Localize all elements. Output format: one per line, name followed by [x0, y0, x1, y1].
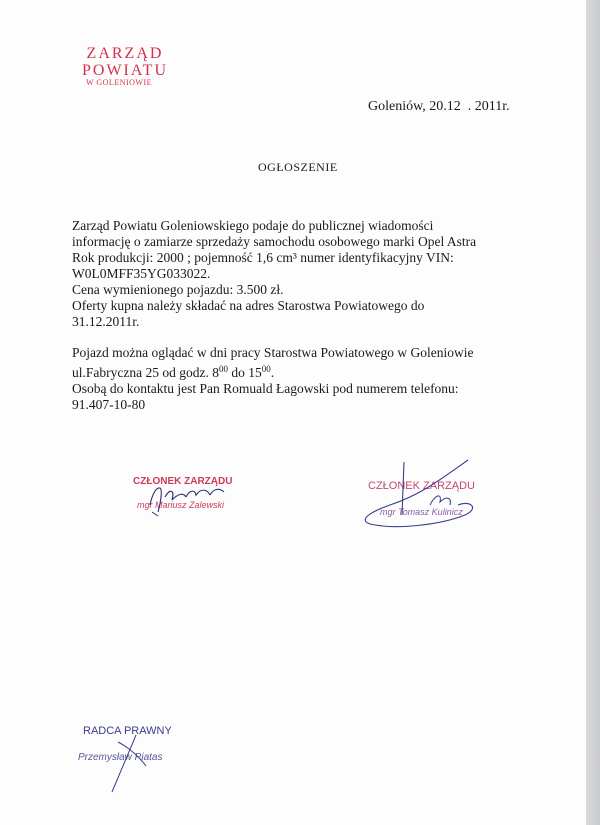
announcement-paragraph-1	[72, 218, 522, 330]
hours-text-pre: ul.Fabryczna 25 od godz. 8	[72, 365, 219, 380]
paragraph-2-line: Osobą do kontaktu jest Pan Romuald Łagowski pod numerem telefonu:	[72, 381, 459, 396]
stamp-line-2: POWIATU	[82, 62, 168, 79]
paragraph-1-line: informację o zamiarze sprzedaży samochodu osobowego marki Opel Astra	[72, 234, 477, 249]
legal-signature-line	[112, 735, 146, 792]
paragraph-1-line: 31.12.2011r.	[72, 314, 140, 329]
paragraph-1-line: Cena wymienionego pojazdu: 3.500 zł.	[72, 282, 284, 297]
document-title: OGŁOSZENIE	[258, 160, 338, 174]
hours-text-mid: do 15	[227, 365, 262, 380]
hours-text-post: .	[270, 365, 275, 380]
paragraph-1-line: Oferty kupna należy składać na adres Starostwa Powiatowego do	[72, 298, 425, 313]
right-signature-name: mgr Tomasz Kulinicz	[380, 507, 463, 517]
hours-superscript-close: 00	[261, 364, 271, 374]
paragraph-1-line: W0L0MFF35YG033022.	[72, 266, 211, 281]
announcement-paragraph-2	[72, 345, 522, 413]
document-date: Goleniów, 20.12 . 2011r.	[368, 99, 510, 114]
stamp-line-3: W GOLENIOWIE	[85, 78, 153, 87]
paragraph-2-line: 91.407-10-80	[72, 397, 146, 412]
right-signature-hook	[430, 496, 450, 505]
paragraph-2-line	[72, 361, 522, 381]
legal-counsel-name: Przemysław Piatas	[78, 752, 163, 763]
left-signature-title: CZŁONEK ZARZĄDU	[133, 476, 233, 487]
scan-edge	[586, 0, 600, 825]
stamp-line-1: ZARZĄD	[86, 45, 164, 62]
hours-superscript-open: 00	[218, 364, 228, 374]
legal-counsel-title: RADCA PRAWNY	[83, 725, 172, 737]
paragraph-1-line: Rok produkcji: 2000 ; pojemność 1,6 cm³ numer identyfikacyjny VIN:	[72, 250, 454, 265]
paragraph-1-line: Zarząd Powiatu Goleniowskiego podaje do publicznej wiadomości	[72, 218, 434, 233]
left-signature-underline	[152, 512, 158, 516]
right-signature-title: CZŁONEK ZARZĄDU	[368, 480, 475, 492]
left-signature-name: mgr Mariusz Zalewski	[137, 500, 225, 510]
paragraph-2-line: Pojazd można oglądać w dni pracy Starostwa Powiatowego w Goleniowie	[72, 345, 474, 360]
